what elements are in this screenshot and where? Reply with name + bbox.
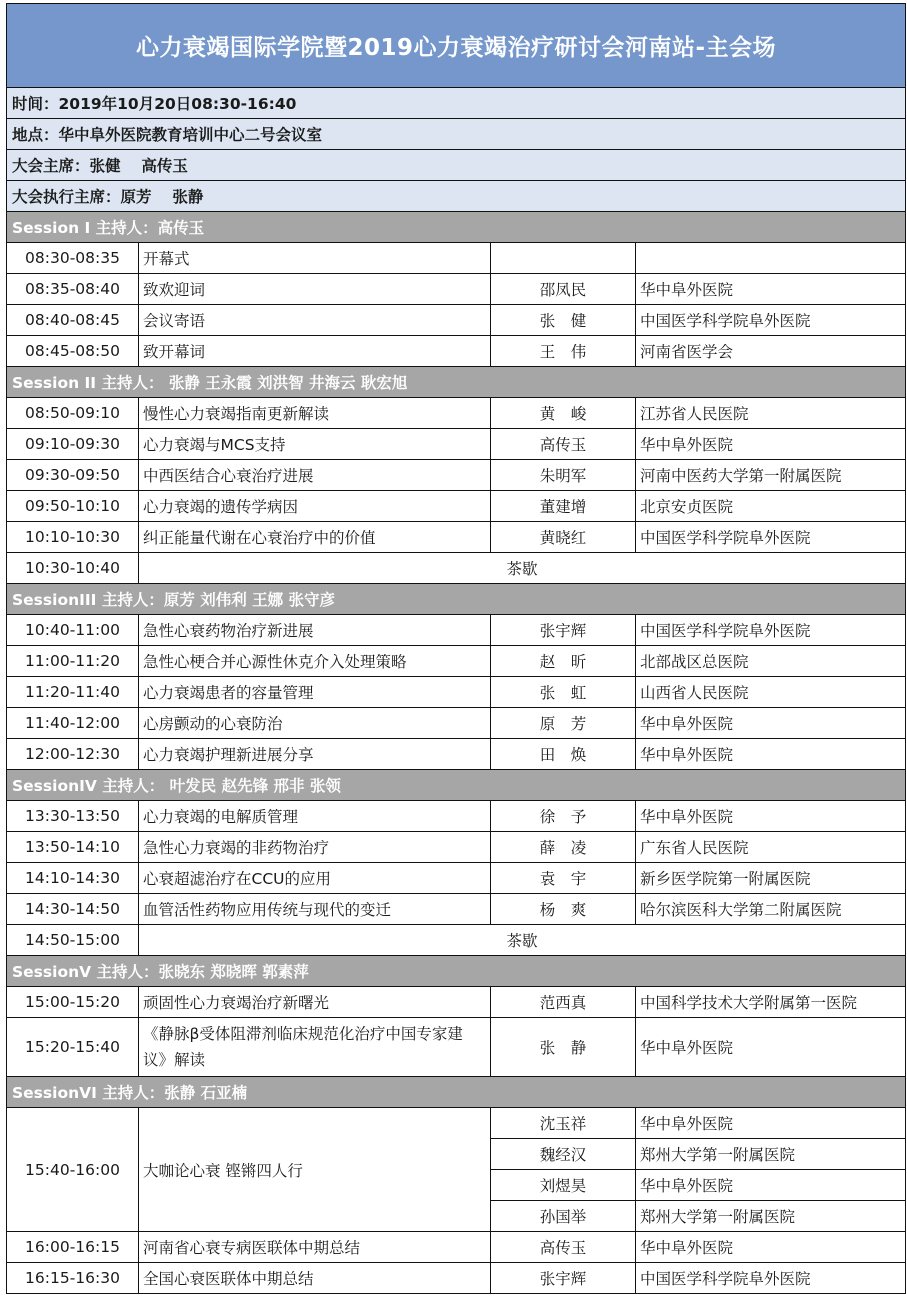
org-cell: 新乡医学院第一附属医院 — [636, 863, 906, 894]
time-cell: 09:10-09:30 — [7, 429, 139, 460]
table-row — [7, 646, 906, 677]
table-row — [7, 429, 906, 460]
table-row — [7, 615, 906, 646]
speaker-cell: 沈玉祥 — [491, 1108, 636, 1139]
speaker-cell: 张宇辉 — [491, 1263, 636, 1294]
speaker-cell: 黄晓红 — [491, 522, 636, 553]
table-row — [7, 1263, 906, 1294]
time-cell: 11:20-11:40 — [7, 677, 139, 708]
time-cell: 08:45-08:50 — [7, 336, 139, 367]
topic-cell: 《静脉β受体阻滞剂临床规范化治疗中国专家建议》解读 — [139, 1018, 491, 1077]
table-row — [7, 460, 906, 491]
table-row — [7, 1018, 906, 1077]
table-row — [7, 522, 906, 553]
org-cell: 华中阜外医院 — [636, 1108, 906, 1139]
agenda-sheet — [6, 3, 905, 1294]
time-cell: 11:40-12:00 — [7, 708, 139, 739]
time-cell: 16:00-16:15 — [7, 1232, 139, 1263]
topic-cell: 开幕式 — [139, 243, 491, 274]
org-cell: 中国医学科学院阜外医院 — [636, 305, 906, 336]
agenda-table — [6, 3, 906, 1294]
org-cell: 中国医学科学院阜外医院 — [636, 1263, 906, 1294]
table-row — [7, 1232, 906, 1263]
org-cell: 江苏省人民医院 — [636, 398, 906, 429]
info-location: 地点：华中阜外医院教育培训中心二号会议室 — [7, 119, 906, 150]
table-row — [7, 336, 906, 367]
table-row — [7, 708, 906, 739]
speaker-cell: 范西真 — [491, 987, 636, 1018]
table-row — [7, 491, 906, 522]
topic-cell: 致开幕词 — [139, 336, 491, 367]
session-header: SessionIV 主持人： 叶发民 赵先锋 邢非 张领 — [7, 770, 906, 801]
info-chairs: 大会主席：张健 高传玉 — [7, 150, 906, 181]
topic-cell: 血管活性药物应用传统与现代的变迁 — [139, 894, 491, 925]
topic-cell: 心衰超滤治疗在CCU的应用 — [139, 863, 491, 894]
speaker-cell: 王 伟 — [491, 336, 636, 367]
table-row — [7, 677, 906, 708]
session-header: SessionIII 主持人：原芳 刘伟利 王娜 张守彦 — [7, 584, 906, 615]
session-header: Session II 主持人： 张静 王永霞 刘洪智 井海云 耿宏旭 — [7, 367, 906, 398]
time-cell: 10:10-10:30 — [7, 522, 139, 553]
speaker-cell: 黄 峻 — [491, 398, 636, 429]
table-row — [7, 739, 906, 770]
topic-cell: 心力衰竭的遗传学病因 — [139, 491, 491, 522]
org-cell: 广东省人民医院 — [636, 832, 906, 863]
info-executive-chairs: 大会执行主席：原芳 张静 — [7, 181, 906, 212]
table-row — [7, 274, 906, 305]
table-row — [7, 894, 906, 925]
topic-cell: 心房颤动的心衰防治 — [139, 708, 491, 739]
topic-cell: 致欢迎词 — [139, 274, 491, 305]
speaker-cell: 田 焕 — [491, 739, 636, 770]
time-cell: 13:50-14:10 — [7, 832, 139, 863]
org-cell: 河南中医药大学第一附属医院 — [636, 460, 906, 491]
time-cell: 11:00-11:20 — [7, 646, 139, 677]
time-cell: 13:30-13:50 — [7, 801, 139, 832]
topic-cell: 心力衰竭患者的容量管理 — [139, 677, 491, 708]
time-cell: 10:40-11:00 — [7, 615, 139, 646]
time-cell: 08:40-08:45 — [7, 305, 139, 336]
speaker-cell: 张 虹 — [491, 677, 636, 708]
speaker-cell: 袁 宇 — [491, 863, 636, 894]
speaker-cell: 薛 凌 — [491, 832, 636, 863]
speaker-cell: 董建增 — [491, 491, 636, 522]
time-cell: 09:50-10:10 — [7, 491, 139, 522]
speaker-cell: 高传玉 — [491, 1232, 636, 1263]
speaker-cell: 赵 昕 — [491, 646, 636, 677]
time-cell: 08:50-09:10 — [7, 398, 139, 429]
speaker-cell: 张 静 — [491, 1018, 636, 1077]
speaker-cell: 杨 爽 — [491, 894, 636, 925]
topic-cell: 纠正能量代谢在心衰治疗中的价值 — [139, 522, 491, 553]
speaker-cell: 朱明军 — [491, 460, 636, 491]
topic-cell: 中西医结合心衰治疗进展 — [139, 460, 491, 491]
table-row — [7, 305, 906, 336]
org-cell: 中国科学技术大学附属第一医院 — [636, 987, 906, 1018]
topic-cell: 会议寄语 — [139, 305, 491, 336]
table-row — [7, 801, 906, 832]
table-row — [7, 863, 906, 894]
topic-cell: 全国心衰医联体中期总结 — [139, 1263, 491, 1294]
session-header: SessionV 主持人：张晓东 郑晓晖 郭素萍 — [7, 956, 906, 987]
topic-cell: 急性心梗合并心源性休克介入处理策略 — [139, 646, 491, 677]
speaker-cell: 邵凤民 — [491, 274, 636, 305]
org-cell: 山西省人民医院 — [636, 677, 906, 708]
org-cell: 华中阜外医院 — [636, 708, 906, 739]
org-cell: 华中阜外医院 — [636, 429, 906, 460]
time-cell: 14:30-14:50 — [7, 894, 139, 925]
break-row — [7, 553, 906, 584]
speaker-cell: 张宇辉 — [491, 615, 636, 646]
time-cell: 15:00-15:20 — [7, 987, 139, 1018]
org-cell: 郑州大学第一附属医院 — [636, 1139, 906, 1170]
org-cell: 华中阜外医院 — [636, 739, 906, 770]
speaker-cell: 张 健 — [491, 305, 636, 336]
org-cell — [636, 243, 906, 274]
speaker-cell: 原 芳 — [491, 708, 636, 739]
break-cell: 茶歇 — [139, 553, 906, 584]
time-cell: 16:15-16:30 — [7, 1263, 139, 1294]
page-title: 心力衰竭国际学院暨2019心力衰竭治疗研讨会河南站-主会场 — [7, 4, 906, 88]
org-cell: 华中阜外医院 — [636, 1018, 906, 1077]
org-cell: 华中阜外医院 — [636, 1232, 906, 1263]
org-cell: 华中阜外医院 — [636, 801, 906, 832]
speaker-cell: 刘煜昊 — [491, 1170, 636, 1201]
org-cell: 北部战区总医院 — [636, 646, 906, 677]
topic-cell: 急性心力衰竭的非药物治疗 — [139, 832, 491, 863]
org-cell: 北京安贞医院 — [636, 491, 906, 522]
speaker-cell: 徐 予 — [491, 801, 636, 832]
topic-cell: 慢性心力衰竭指南更新解读 — [139, 398, 491, 429]
table-row — [7, 398, 906, 429]
topic-cell: 河南省心衰专病医联体中期总结 — [139, 1232, 491, 1263]
break-row — [7, 925, 906, 956]
session-header: SessionVI 主持人：张静 石亚楠 — [7, 1077, 906, 1108]
time-cell: 08:35-08:40 — [7, 274, 139, 305]
topic-cell: 心力衰竭的电解质管理 — [139, 801, 491, 832]
time-cell: 14:50-15:00 — [7, 925, 139, 956]
break-cell: 茶歇 — [139, 925, 906, 956]
table-row — [7, 832, 906, 863]
org-cell: 中国医学科学院阜外医院 — [636, 522, 906, 553]
speaker-cell — [491, 243, 636, 274]
org-cell: 哈尔滨医科大学第二附属医院 — [636, 894, 906, 925]
time-cell: 12:00-12:30 — [7, 739, 139, 770]
time-cell: 14:10-14:30 — [7, 863, 139, 894]
table-row — [7, 987, 906, 1018]
session-header: Session I 主持人：高传玉 — [7, 212, 906, 243]
speaker-cell: 孙国举 — [491, 1201, 636, 1232]
topic-cell: 急性心衰药物治疗新进展 — [139, 615, 491, 646]
org-cell: 河南省医学会 — [636, 336, 906, 367]
speaker-cell: 高传玉 — [491, 429, 636, 460]
table-row — [7, 1108, 906, 1139]
time-cell: 10:30-10:40 — [7, 553, 139, 584]
info-time: 时间：2019年10月20日08:30-16:40 — [7, 88, 906, 119]
org-cell: 郑州大学第一附属医院 — [636, 1201, 906, 1232]
time-cell: 08:30-08:35 — [7, 243, 139, 274]
speaker-cell: 魏经汉 — [491, 1139, 636, 1170]
time-cell: 15:20-15:40 — [7, 1018, 139, 1077]
org-cell: 华中阜外医院 — [636, 274, 906, 305]
topic-cell: 顽固性心力衰竭治疗新曙光 — [139, 987, 491, 1018]
topic-cell: 大咖论心衰 铿锵四人行 — [139, 1108, 491, 1232]
table-row — [7, 243, 906, 274]
topic-cell: 心力衰竭护理新进展分享 — [139, 739, 491, 770]
org-cell: 华中阜外医院 — [636, 1170, 906, 1201]
org-cell: 中国医学科学院阜外医院 — [636, 615, 906, 646]
time-cell: 15:40-16:00 — [7, 1108, 139, 1232]
topic-cell: 心力衰竭与MCS支持 — [139, 429, 491, 460]
time-cell: 09:30-09:50 — [7, 460, 139, 491]
